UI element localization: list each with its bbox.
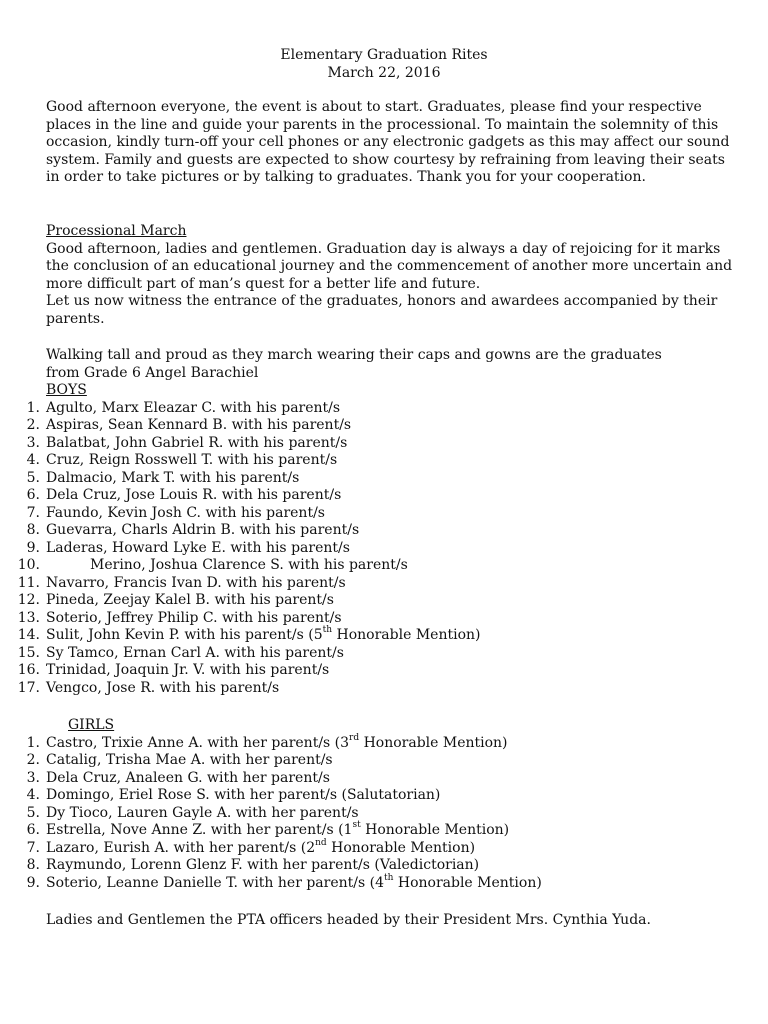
list-item — [0, 627, 760, 645]
graduate-text: Castro, Trixie Anne A. with her parent/s (3 — [46, 734, 350, 751]
ordinal-suffix: st — [352, 820, 361, 831]
list-item — [0, 770, 760, 788]
graduate-name — [46, 837, 476, 858]
list-item — [0, 417, 760, 435]
list-number: 16. — [17, 662, 40, 678]
list-item — [0, 837, 760, 858]
award-text: Honorable Mention) — [359, 734, 508, 751]
graduate-name — [46, 627, 480, 645]
graduate-name: Aspiras, Sean Kennard B. with his parent/s — [46, 417, 352, 433]
list-number: 7. — [26, 504, 40, 521]
girls-list — [0, 732, 760, 893]
list-number: 8. — [26, 857, 40, 873]
list-item — [0, 732, 760, 753]
boys-heading: BOYS — [46, 382, 87, 398]
graduate-name: Dalmacio, Mark T. with his parent/s — [46, 469, 300, 486]
list-item — [0, 540, 760, 558]
document-title: Elementary Graduation Rites — [280, 47, 488, 63]
graduate-name: Pineda, Zeejay Kalel B. with his parent/s — [46, 592, 334, 608]
list-number: 4. — [26, 787, 40, 803]
list-item — [0, 435, 760, 453]
list-item — [0, 505, 760, 523]
graduate-name: Balatbat, John Gabriel R. with his parent/s — [46, 434, 348, 451]
girls-heading: GIRLS — [68, 717, 115, 733]
list-number: 1. — [26, 734, 40, 751]
graduate-name: Guevarra, Charls Aldrin B. with his parent/s — [46, 522, 360, 538]
walking-line-2: from Grade 6 Angel Barachiel — [46, 364, 259, 381]
list-number: 2. — [26, 417, 40, 433]
list-number: 7. — [26, 839, 40, 856]
graduate-text: Sulit, John Kevin P. with his parent/s (5 — [46, 627, 323, 643]
list-number: 1. — [26, 399, 40, 416]
list-number: 11. — [17, 574, 40, 591]
graduate-name: Navarro, Francis Ivan D. with his parent/s — [46, 574, 346, 591]
list-item — [0, 787, 760, 805]
graduate-name: Catalig, Trisha Mae A. with her parent/s — [46, 752, 333, 768]
list-number: 5. — [26, 804, 40, 821]
list-item — [0, 557, 760, 575]
list-number: 5. — [26, 469, 40, 486]
graduate-name: Domingo, Eriel Rose S. with her parent/s (Salutatorian) — [46, 787, 441, 803]
processional-paragraph: Good afternoon, ladies and gentlemen. Graduation day is always a day of rejoicing for it marks the conclusion of an educational journey and the commencement of another more uncertain and more difficult part of man’s quest for a better life and future. — [46, 240, 733, 292]
list-number: 17. — [17, 679, 40, 696]
list-number: 9. — [26, 539, 40, 556]
list-item — [0, 470, 760, 488]
list-item — [0, 752, 760, 770]
list-number: 3. — [26, 769, 40, 786]
graduate-name: Vengco, Jose R. with his parent/s — [46, 679, 280, 696]
list-item — [0, 872, 760, 893]
list-item — [0, 645, 760, 663]
list-item — [0, 400, 760, 418]
list-number: 2. — [26, 752, 40, 768]
list-number: 13. — [17, 609, 40, 626]
graduate-name: Cruz, Reign Rosswell T. with his parent/s — [46, 452, 338, 468]
list-number: 8. — [26, 522, 40, 538]
list-number: 9. — [26, 874, 40, 891]
list-item — [0, 805, 760, 823]
graduate-name: Dela Cruz, Analeen G. with her parent/s — [46, 769, 330, 786]
processional-paragraph-2: Let us now witness the entrance of the graduates, honors and awardees accompanied by their parents. — [46, 293, 718, 327]
document-date: March 22, 2016 — [327, 64, 441, 81]
award-text: Honorable Mention) — [332, 627, 481, 643]
list-number: 6. — [26, 487, 40, 503]
intro-paragraph: Good afternoon everyone, the event is about to start. Graduates, please find your respective places in the line and guide your parents in the processional. To maintain the solemnity of this occasion, kindly turn-off your cell phones or any electronic gadgets as this may affect our sound system. Family and guests are expected to show courtesy by refraining from leaving their seats in order to take pictures or by talking to graduates. Thank you for your cooperation. — [46, 99, 730, 185]
graduate-text: Soterio, Leanne Danielle T. with her parent/s (4 — [46, 874, 384, 891]
graduate-name: Trinidad, Joaquin Jr. V. with his parent/s — [46, 662, 330, 678]
graduate-name: Dy Tioco, Lauren Gayle A. with her parent/s — [46, 804, 359, 821]
list-item — [0, 592, 760, 610]
list-item — [0, 487, 760, 505]
list-item — [0, 575, 760, 593]
graduate-name: Agulto, Marx Eleazar C. with his parent/s — [46, 399, 341, 416]
list-item — [0, 522, 760, 540]
ordinal-suffix: nd — [315, 837, 327, 848]
award-text: Honorable Mention) — [326, 839, 476, 856]
graduate-name — [46, 822, 509, 840]
list-number: 12. — [17, 592, 40, 608]
graduate-name: Laderas, Howard Lyke E. with his parent/s — [46, 539, 350, 556]
list-item — [0, 822, 760, 840]
graduate-name: Faundo, Kevin Josh C. with his parent/s — [46, 504, 325, 521]
list-number: 14. — [17, 627, 40, 643]
list-item — [0, 662, 760, 680]
ordinal-suffix: rd — [349, 732, 360, 743]
graduate-text: Estrella, Nove Anne Z. with her parent/s (1 — [46, 822, 353, 838]
graduate-text: Lazaro, Eurish A. with her parent/s (2 — [46, 839, 316, 856]
list-number: 3. — [26, 434, 40, 451]
document-header — [0, 47, 768, 82]
graduate-name — [46, 872, 542, 893]
graduate-name: Sy Tamco, Ernan Carl A. with his parent/s — [46, 644, 344, 661]
list-item — [0, 610, 760, 628]
graduate-name: Soterio, Jeffrey Philip C. with his parent/s — [46, 609, 342, 626]
graduate-name: Raymundo, Lorenn Glenz F. with her parent/s (Valedictorian) — [46, 857, 480, 873]
processional-heading: Processional March — [46, 223, 187, 239]
ordinal-suffix: th — [322, 625, 333, 636]
walking-line-1: Walking tall and proud as they march wearing their caps and gowns are the graduates — [46, 347, 662, 363]
award-text: Honorable Mention) — [393, 874, 542, 891]
graduate-name: Dela Cruz, Jose Louis R. with his parent/s — [46, 487, 342, 503]
closing-line: Ladies and Gentlemen the PTA officers headed by their President Mrs. Cynthia Yuda. — [46, 912, 651, 928]
ordinal-suffix: th — [384, 872, 394, 883]
list-number: 4. — [26, 452, 40, 468]
list-number: 6. — [26, 822, 40, 838]
boys-list — [0, 400, 760, 698]
graduate-name — [46, 732, 508, 753]
list-number: 15. — [17, 644, 40, 661]
list-item — [0, 452, 760, 470]
list-number: 10. — [17, 557, 40, 573]
list-item — [0, 857, 760, 875]
graduate-name: Merino, Joshua Clarence S. with his parent/s — [90, 557, 408, 573]
list-item — [0, 680, 760, 698]
award-text: Honorable Mention) — [360, 822, 510, 838]
